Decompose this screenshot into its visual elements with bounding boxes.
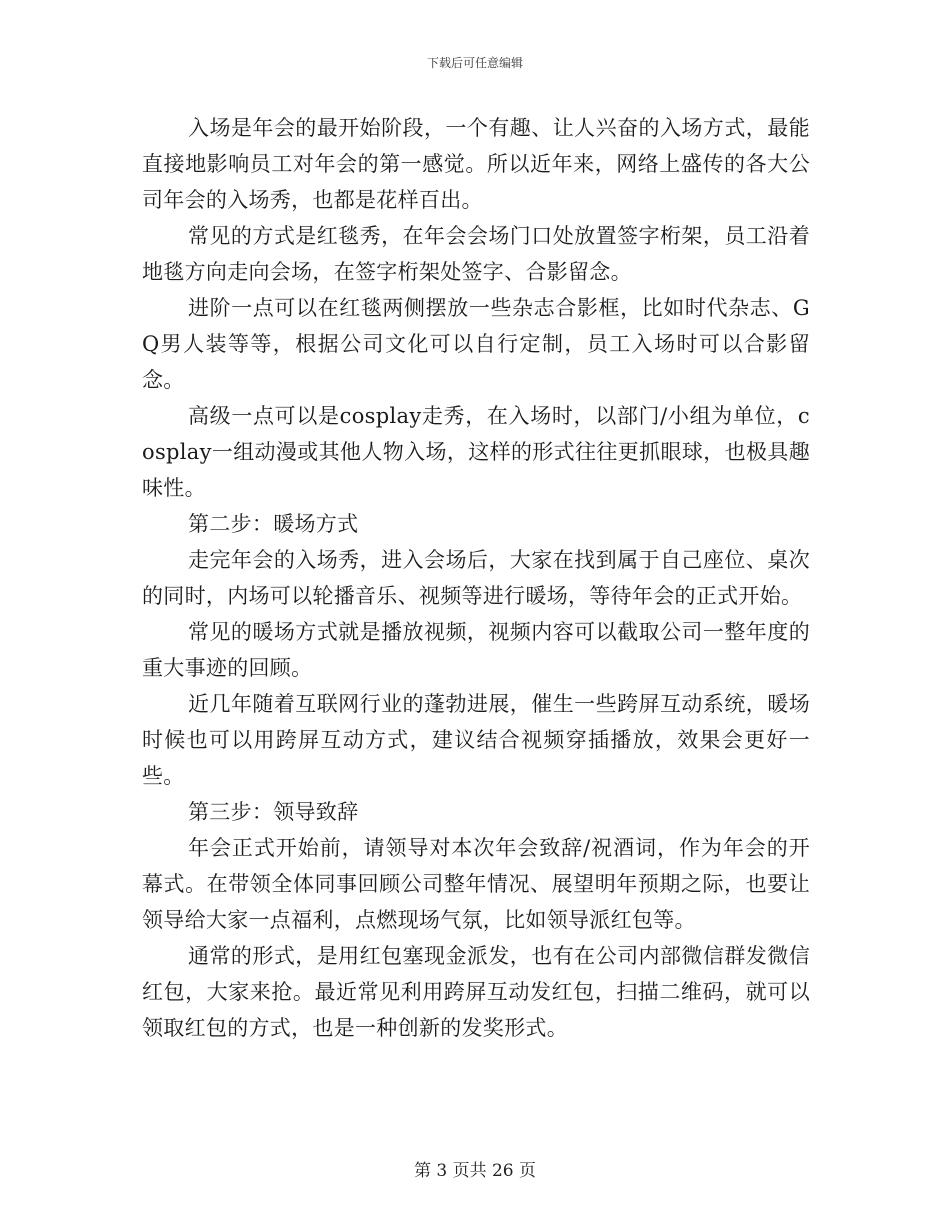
paragraph: 常见的暖场方式就是播放视频，视频内容可以截取公司一整年度的重大事迹的回顾。	[142, 620, 810, 680]
document-body	[142, 110, 810, 1046]
paragraph: 高级一点可以是cosplay走秀，在入场时，以部门/小组为单位，cosplay一组动漫或其他人物入场，这样的形式往往更抓眼球，也极具趣味性。	[142, 404, 810, 500]
paragraph: 进阶一点可以在红毯两侧摆放一些杂志合影框，比如时代杂志、GQ男人装等等，根据公司文化可以自行定制，员工入场时可以合影留念。	[142, 296, 810, 392]
section-heading-step-two: 第二步：暖场方式	[188, 512, 359, 536]
page-header-note: 下载后可任意编辑	[426, 56, 523, 70]
paragraph: 通常的形式，是用红包塞现金派发，也有在公司内部微信群发微信红包，大家来抢。最近常见利用跨屏互动发红包，扫描二维码，就可以领取红包的方式，也是一种创新的发奖形式。	[142, 944, 810, 1040]
paragraph: 近几年随着互联网行业的蓬勃进展，催生一些跨屏互动系统，暖场时候也可以用跨屏互动方式，建议结合视频穿插播放，效果会更好一些。	[142, 692, 810, 788]
paragraph: 入场是年会的最开始阶段，一个有趣、让人兴奋的入场方式，最能直接地影响员工对年会的第一感觉。所以近年来，网络上盛传的各大公司年会的入场秀，也都是花样百出。	[142, 116, 810, 212]
section-heading-step-three: 第三步：领导致辞	[188, 800, 359, 824]
paragraph: 走完年会的入场秀，进入会场后，大家在找到属于自己座位、桌次的同时，内场可以轮播音乐、视频等进行暖场，等待年会的正式开始。	[142, 548, 810, 608]
page-number: 第 3 页共 26 页	[413, 1161, 537, 1181]
paragraph: 常见的方式是红毯秀，在年会会场门口处放置签字桁架，员工沿着地毯方向走向会场，在签字桁架处签字、合影留念。	[142, 224, 810, 284]
paragraph: 年会正式开始前，请领导对本次年会致辞/祝酒词，作为年会的开幕式。在带领全体同事回顾公司整年情况、展望明年预期之际，也要让领导给大家一点福利，点燃现场气氛，比如领导派红包等。	[142, 836, 810, 932]
